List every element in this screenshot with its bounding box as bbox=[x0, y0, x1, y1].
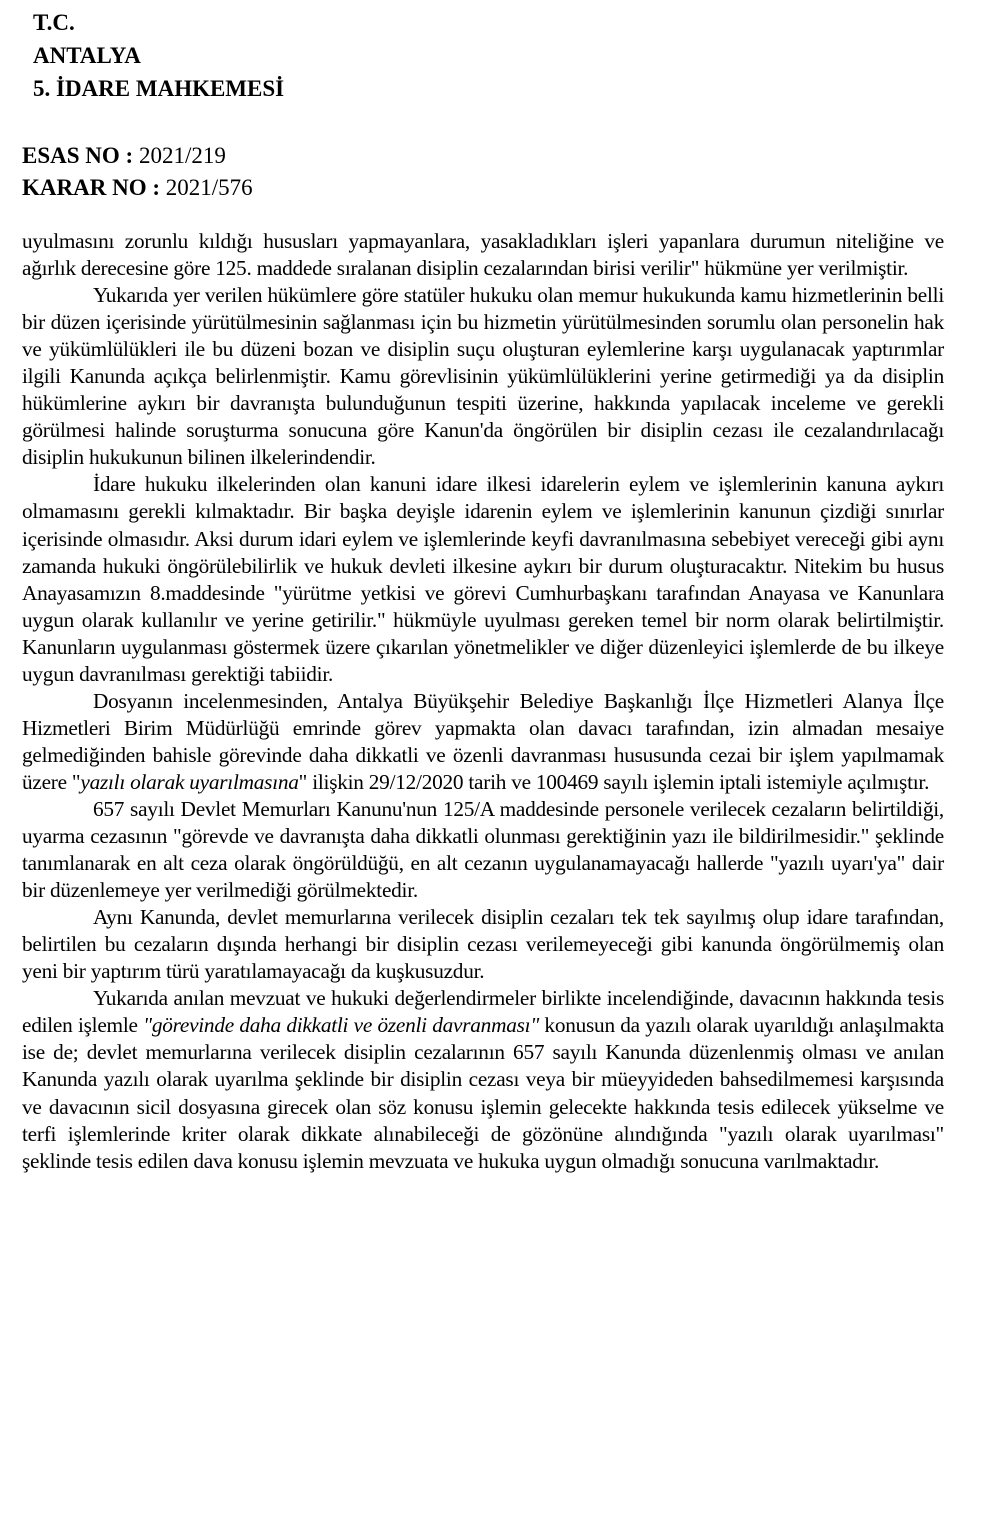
paragraph-2: Yukarıda yer verilen hükümlere göre statüler hukuku olan memur hukukunda kamu hizmetlerinin belli bir düzen içerisinde yürütülmesinin sağlanması için bu hizmetin yürütülmesinden sorumlu olan personelin hak ve yükümlülükleri ile bu düzeni bozan ve disiplin suçu oluşturan eylemlerine karşı uygulanacak yaptırımlar ilgili Kanunda açıkça belirlenmiştir. Kamu görevlisinin yükümlülüklerini yerine getirmediği ya da disiplin hükümlerine aykırı bir davranışta bulunduğunun tespiti üzerine, hakkında yapılacak inceleme ve gerekli görülmesi halinde soruşturma sonucuna göre Kanun'da öngörülen bir disiplin cezası ile cezalandırılacağı disiplin hukukunun bilinen ilkelerindendir. bbox=[22, 283, 944, 470]
header-line-city: ANTALYA bbox=[33, 43, 141, 68]
case-numbers bbox=[22, 140, 253, 204]
paragraph-6: Aynı Kanunda, devlet memurlarına verilecek disiplin cezaları tek tek sayılmış olup idare tarafından, belirtilen bu cezaların dışında herhangi bir disiplin cezası verilemeyeceği gibi kanunda öngörülmemiş olan yeni bir yaptırım türü yaratılamayacağı da kuşkusuzdur. bbox=[22, 905, 944, 984]
paragraph-4-italic-quote: yazılı olarak uyarılmasına bbox=[80, 769, 299, 794]
esas-no-line bbox=[22, 140, 253, 172]
paragraph-7-italic-quote: "görevinde daha dikkatli ve özenli davranması" bbox=[143, 1013, 540, 1038]
header-line-court: 5. İDARE MAHKEMESİ bbox=[33, 76, 285, 101]
paragraph-7-text-b: konusun da yazılı olarak uyarıldığı anlaşılmakta ise de; devlet memurlarına verilecek disiplin cezalarının 657 sayılı Kanunda düzenlenmiş olması ve anılan Kanunda yazılı olarak uyarılma şeklinde bir disiplin cezası veya bir müeyyideden bahsedilmemesi karşısında ve davacının sicil dosyasına girecek olan söz konusu işlemin gelecekte hakkında tesis edilecek yükselme ve terfi işlemlerinde kriter olarak dikkate alınabileceği de gözönüne alındığında "yazılı olarak uyarılması" şeklinde tesis edilen dava konusu işlemin mevzuata ve hukuka uygun olmadığı sonucuna varılmaktadır. bbox=[22, 1013, 944, 1173]
paragraph-4 bbox=[22, 688, 944, 796]
court-header bbox=[33, 6, 284, 105]
karar-no-value: 2021/576 bbox=[165, 175, 253, 200]
paragraph-5: 657 sayılı Devlet Memurları Kanunu'nun 125/A maddesinde personele verilecek cezaların belirtildiği, uyarma cezasının "görevde ve davranışta daha dikkatli olunması gerektiğinin yazı ile bildirilmesidir." şeklinde tanımlanarak en alt ceza olarak öngörüldüğü, en alt cezanın uygulanamayacağı hallerde "yazılı uyarı'ya" dair bir düzenlemeye yer verilmediği görülmektedir. bbox=[22, 796, 944, 903]
paragraph-3: İdare hukuku ilkelerinden olan kanuni idare ilkesi idarelerin eylem ve işlemlerinin kanuna aykırı olmamasını gerekli kılmaktadır. Bir başka deyişle idarenin eylem ve işlemlerinin kanunun çizdiği sınırlar içerisinde olmasıdır. Aksi durum idari eylem ve işlemlerinde keyfi davranılmasına sebebiyet vereceği gibi aynı zamanda hukuki öngörülebilirlik ve hukuk devleti ilkesine aykırı bir durum oluşturacaktır. Nitekim bu husus Anayasamızın 8.maddesinde "yürütme yetkisi ve görevi Cumhurbaşkanı tarafından Anayasa ve Kanunlara uygun olarak kullanılır ve yerine getirilir." hükmüyle uyulması gereken temel bir norm olarak belirtilmiştir. Kanunların uygulanması göstermek üzere çıkarılan yönetmelikler ve diğer düzenleyici işlemlerde de bu ilkeye uygun davranılması gerektiği tabiidir. bbox=[22, 472, 944, 686]
decision-body bbox=[22, 228, 944, 1175]
paragraph-1: uyulmasını zorunlu kıldığı hususları yapmayanlara, yasakladıkları işleri yapanlara durumun niteliğine ve ağırlık derecesine göre 125. maddede sıralanan disiplin cezalarından birisi verilir" hükmüne yer verilmiştir. bbox=[22, 229, 944, 281]
esas-no-label: ESAS NO : bbox=[22, 143, 134, 168]
paragraph-7 bbox=[22, 985, 944, 1174]
karar-no-line bbox=[22, 172, 253, 204]
header-line-tc: T.C. bbox=[33, 10, 75, 35]
esas-no-value: 2021/219 bbox=[138, 143, 226, 168]
paragraph-7-text-a: Yukarıda anılan mevzuat ve hukuki değerlendirmeler birlikte incelendiğinde, davacının hakkında tesis edilen işlemle bbox=[22, 986, 944, 1038]
paragraph-4-text-b: " ilişkin 29/12/2020 tarih ve 100469 sayılı işlemin iptali istemiyle açılmıştır. bbox=[298, 769, 930, 794]
paragraph-4-text-a: Dosyanın incelenmesinden, Antalya Büyükşehir Belediye Başkanlığı İlçe Hizmetleri Alanya İlçe Hizmetleri Birim Müdürlüğü emrinde görev yapmakta olan davacı tarafından, izin almadan mesaiye gelmediğinden bahisle görevinde daha dikkatli ve özenli davranması hususunda cezai bir işlem yapılmamak üzere " bbox=[22, 688, 944, 794]
karar-no-label: KARAR NO : bbox=[22, 175, 160, 200]
